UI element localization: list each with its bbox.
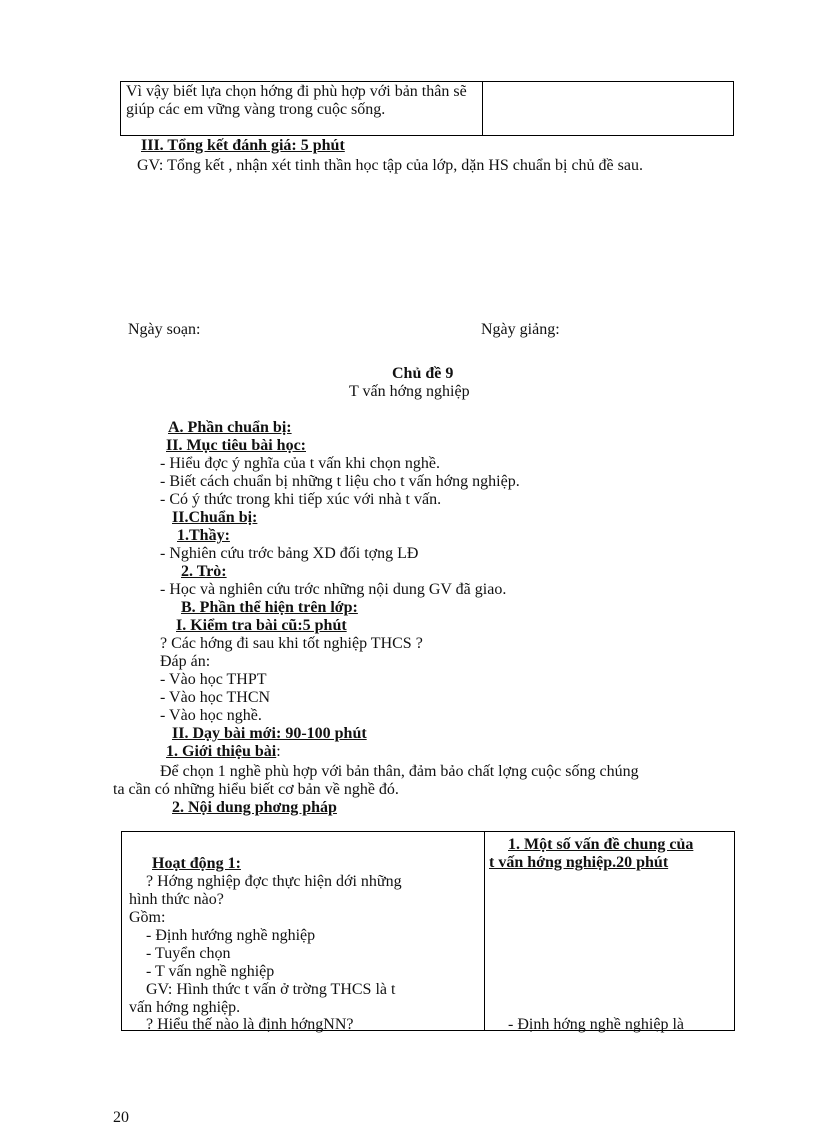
teacher-text: - Nghiên cứu trớc bảng XD đối tợng LĐ (160, 545, 419, 562)
content-heading: 2. Nội dung phơng pháp (172, 799, 337, 816)
topic-subtitle: T vấn hớng nghiệp (349, 383, 470, 400)
intro-heading: 1. Giới thiệu bài (166, 743, 277, 760)
teacher-heading: 1.Thầy: (177, 527, 230, 544)
form-item: - Tuyển chọn (146, 945, 231, 962)
student-text: - Học và nghiên cứu trớc những nội dung GV đã giao. (160, 581, 507, 598)
section3-heading: III. Tổng kết đánh giá: 5 phút (141, 137, 345, 154)
topic-title: Chủ đề 9 (392, 365, 454, 382)
objective-item: - Hiểu đợc ý nghĩa của t vấn khi chọn nghề. (160, 455, 440, 472)
forms-label: Gồm: (129, 909, 166, 926)
intro-colon: : (276, 743, 281, 760)
objective-item: - Biết cách chuẩn bị những t liệu cho t vấn hớng nghiệp. (160, 473, 520, 490)
check-question: ? Các hớng đi sau khi tốt nghiệp THCS ? (160, 635, 423, 652)
page-number: 20 (113, 1109, 129, 1126)
objectives-heading: II. Mục tiêu bài học: (166, 437, 306, 454)
lesson-heading: II. Dạy bài mới: 90-100 phút (172, 725, 367, 742)
content-table-divider (484, 831, 485, 1031)
top-table-divider (482, 81, 483, 136)
content-right-text: - Định hớng nghề nghiệp là (508, 1016, 684, 1033)
check-heading: I. Kiểm tra bài cũ:5 phút (176, 617, 347, 634)
part-b-heading: B. Phần thể hiện trên lớp: (181, 599, 358, 616)
intro-line: ta cần có những hiểu biết cơ bản về nghề đó. (113, 781, 399, 798)
top-table-left-text: Vì vậy biết lựa chọn hớng đi phù hợp với bản thân sẽ giúp các em vững vàng trong cuộc sống. (126, 83, 467, 118)
section3-text: GV: Tổng kết , nhận xét tinh thần học tập của lớp, dặn HS chuẩn bị chủ đề sau. (137, 157, 643, 174)
date-giang: Ngày giảng: (481, 321, 560, 338)
prep-heading: II.Chuẩn bị: (172, 509, 258, 526)
gv-note: vấn hớng nghiệp. (129, 999, 241, 1016)
answer-item: - Vào học THPT (160, 671, 267, 688)
answer-label: Đáp án: (160, 653, 211, 670)
answer-item: - Vào học nghề. (160, 707, 262, 724)
form-item: - T vấn nghề nghiệp (146, 963, 275, 980)
gv-note: GV: Hình thức t vấn ở trờng THCS là t (146, 981, 396, 998)
form-item: - Định hướng nghề nghiệp (146, 927, 316, 944)
answer-item: - Vào học THCN (160, 689, 271, 706)
content-right-heading: 1. Một số vấn đề chung của (508, 836, 694, 853)
intro-line: Để chọn 1 nghề phù hợp với bản thân, đảm bảo chất lợng cuộc sống chúng (160, 763, 639, 780)
content-right-heading: t vấn hớng nghiệp.20 phút (489, 854, 669, 871)
intro-heading-line (166, 743, 281, 761)
activity-heading: Hoạt động 1: (152, 855, 241, 872)
part-a-heading: A. Phần chuẩn bị: (168, 419, 292, 436)
activity-question-2: ? Hiểu thế nào là định hớngNN? (146, 1016, 354, 1033)
objective-item: - Có ý thức trong khi tiếp xúc với nhà t vấn. (160, 491, 442, 508)
activity-question: ? Hớng nghiệp đợc thực hiện dới những (146, 873, 402, 890)
activity-question: hình thức nào? (129, 891, 224, 908)
student-heading: 2. Trò: (181, 563, 227, 580)
date-soan: Ngày soạn: (128, 321, 201, 338)
